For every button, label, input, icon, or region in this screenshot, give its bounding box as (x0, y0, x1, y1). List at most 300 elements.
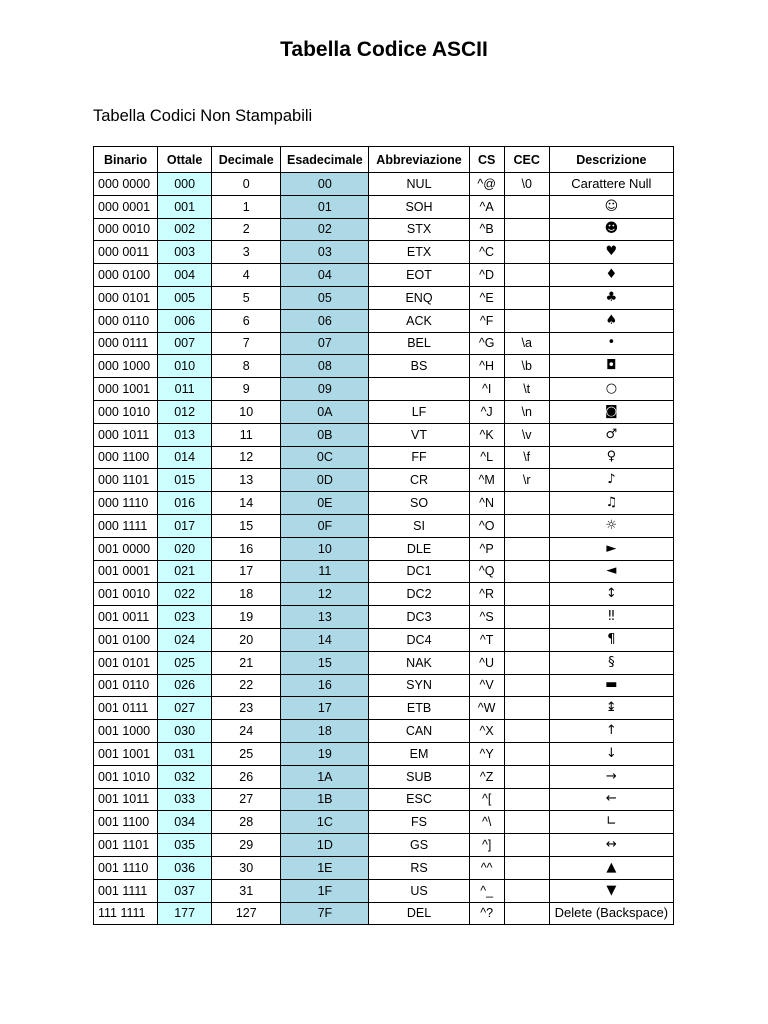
column-header-cec: CEC (504, 147, 549, 173)
control-sequence-cell: ^J (469, 400, 504, 423)
decimal-cell: 13 (212, 469, 281, 492)
octal-cell: 014 (158, 446, 212, 469)
escape-code-cell: \b (504, 355, 549, 378)
abbreviation-cell: BS (369, 355, 469, 378)
description-cell: ○ (549, 378, 673, 401)
decimal-cell: 16 (212, 537, 281, 560)
binary-cell: 000 1000 (94, 355, 158, 378)
escape-code-cell: \0 (504, 173, 549, 196)
abbreviation-cell: SYN (369, 674, 469, 697)
description-cell: ♥ (549, 241, 673, 264)
hex-cell: 0F (281, 514, 369, 537)
decimal-cell: 15 (212, 514, 281, 537)
decimal-cell: 5 (212, 286, 281, 309)
control-sequence-cell: ^F (469, 309, 504, 332)
control-sequence-cell: ^@ (469, 173, 504, 196)
octal-cell: 033 (158, 788, 212, 811)
escape-code-cell (504, 628, 549, 651)
escape-code-cell (504, 788, 549, 811)
octal-cell: 025 (158, 651, 212, 674)
abbreviation-cell: NAK (369, 651, 469, 674)
octal-cell: 036 (158, 856, 212, 879)
octal-cell: 007 (158, 332, 212, 355)
octal-cell: 000 (158, 173, 212, 196)
description-cell: ▼ (549, 879, 673, 902)
octal-cell: 031 (158, 742, 212, 765)
decimal-cell: 4 (212, 264, 281, 287)
binary-cell: 001 1101 (94, 834, 158, 857)
escape-code-cell: \r (504, 469, 549, 492)
abbreviation-cell: ACK (369, 309, 469, 332)
control-sequence-cell: ^P (469, 537, 504, 560)
abbreviation-cell: ESC (369, 788, 469, 811)
decimal-cell: 28 (212, 811, 281, 834)
escape-code-cell (504, 286, 549, 309)
decimal-cell: 17 (212, 560, 281, 583)
abbreviation-cell: GS (369, 834, 469, 857)
escape-code-cell (504, 560, 549, 583)
octal-cell: 024 (158, 628, 212, 651)
control-sequence-cell: ^? (469, 902, 504, 925)
abbreviation-cell: LF (369, 400, 469, 423)
octal-cell: 013 (158, 423, 212, 446)
table-row (94, 264, 674, 287)
binary-cell: 111 1111 (94, 902, 158, 925)
column-header-binario: Binario (94, 147, 158, 173)
binary-cell: 001 1110 (94, 856, 158, 879)
escape-code-cell: \t (504, 378, 549, 401)
hex-cell: 07 (281, 332, 369, 355)
hex-cell: 12 (281, 583, 369, 606)
description-cell: ◄ (549, 560, 673, 583)
description-cell: ♂ (549, 423, 673, 446)
control-sequence-cell: ^G (469, 332, 504, 355)
table-row (94, 651, 674, 674)
decimal-cell: 6 (212, 309, 281, 332)
decimal-cell: 25 (212, 742, 281, 765)
escape-code-cell (504, 902, 549, 925)
description-cell: ◘ (549, 355, 673, 378)
binary-cell: 000 0100 (94, 264, 158, 287)
description-cell: ♪ (549, 469, 673, 492)
octal-cell: 015 (158, 469, 212, 492)
control-sequence-cell: ^Z (469, 765, 504, 788)
description-cell: ☻ (549, 218, 673, 241)
hex-cell: 09 (281, 378, 369, 401)
table-row (94, 400, 674, 423)
description-cell: ∟ (549, 811, 673, 834)
hex-cell: 10 (281, 537, 369, 560)
table-row (94, 902, 674, 925)
hex-cell: 1E (281, 856, 369, 879)
description-cell: ▲ (549, 856, 673, 879)
abbreviation-cell: US (369, 879, 469, 902)
escape-code-cell: \a (504, 332, 549, 355)
description-cell: ♣ (549, 286, 673, 309)
hex-cell: 00 (281, 173, 369, 196)
octal-cell: 021 (158, 560, 212, 583)
decimal-cell: 20 (212, 628, 281, 651)
octal-cell: 034 (158, 811, 212, 834)
abbreviation-cell: SI (369, 514, 469, 537)
control-sequence-cell: ^Y (469, 742, 504, 765)
table-row (94, 332, 674, 355)
binary-cell: 001 0111 (94, 697, 158, 720)
decimal-cell: 29 (212, 834, 281, 857)
octal-cell: 001 (158, 195, 212, 218)
decimal-cell: 127 (212, 902, 281, 925)
octal-cell: 016 (158, 492, 212, 515)
control-sequence-cell: ^T (469, 628, 504, 651)
hex-cell: 08 (281, 355, 369, 378)
description-cell: ▬ (549, 674, 673, 697)
table-row (94, 765, 674, 788)
control-sequence-cell: ^R (469, 583, 504, 606)
abbreviation-cell: DEL (369, 902, 469, 925)
binary-cell: 001 1100 (94, 811, 158, 834)
escape-code-cell (504, 834, 549, 857)
description-cell: ↑ (549, 720, 673, 743)
hex-cell: 0D (281, 469, 369, 492)
control-sequence-cell: ^C (469, 241, 504, 264)
control-sequence-cell: ^\ (469, 811, 504, 834)
table-row (94, 492, 674, 515)
control-sequence-cell: ^U (469, 651, 504, 674)
table-row (94, 811, 674, 834)
escape-code-cell (504, 537, 549, 560)
table-row (94, 742, 674, 765)
description-cell: Delete (Backspace) (549, 902, 673, 925)
hex-cell: 05 (281, 286, 369, 309)
abbreviation-cell: RS (369, 856, 469, 879)
hex-cell: 1F (281, 879, 369, 902)
octal-cell: 002 (158, 218, 212, 241)
description-cell: ← (549, 788, 673, 811)
table-row (94, 674, 674, 697)
table-row (94, 697, 674, 720)
column-header-abbreviazione: Abbreviazione (369, 147, 469, 173)
binary-cell: 000 1101 (94, 469, 158, 492)
abbreviation-cell: EM (369, 742, 469, 765)
escape-code-cell (504, 742, 549, 765)
description-cell: ► (549, 537, 673, 560)
binary-cell: 000 0101 (94, 286, 158, 309)
binary-cell: 000 1011 (94, 423, 158, 446)
octal-cell: 010 (158, 355, 212, 378)
document-title: Tabella Codice ASCII (280, 38, 488, 61)
hex-cell: 1A (281, 765, 369, 788)
column-header-descrizione: Descrizione (549, 147, 673, 173)
description-cell: ‼ (549, 606, 673, 629)
binary-cell: 000 1111 (94, 514, 158, 537)
table-body (94, 173, 674, 925)
decimal-cell: 27 (212, 788, 281, 811)
table-row (94, 720, 674, 743)
control-sequence-cell: ^K (469, 423, 504, 446)
abbreviation-cell: ETX (369, 241, 469, 264)
control-sequence-cell: ^M (469, 469, 504, 492)
table-row (94, 446, 674, 469)
control-sequence-cell: ^_ (469, 879, 504, 902)
escape-code-cell: \f (504, 446, 549, 469)
description-cell: § (549, 651, 673, 674)
decimal-cell: 19 (212, 606, 281, 629)
control-sequence-cell: ^X (469, 720, 504, 743)
octal-cell: 005 (158, 286, 212, 309)
binary-cell: 000 0010 (94, 218, 158, 241)
octal-cell: 020 (158, 537, 212, 560)
description-cell: ☼ (549, 514, 673, 537)
octal-cell: 035 (158, 834, 212, 857)
control-sequence-cell: ^] (469, 834, 504, 857)
binary-cell: 000 1001 (94, 378, 158, 401)
binary-cell: 001 0101 (94, 651, 158, 674)
binary-cell: 001 0100 (94, 628, 158, 651)
binary-cell: 001 0001 (94, 560, 158, 583)
control-sequence-cell: ^E (469, 286, 504, 309)
hex-cell: 15 (281, 651, 369, 674)
control-sequence-cell: ^D (469, 264, 504, 287)
hex-cell: 04 (281, 264, 369, 287)
table-row (94, 469, 674, 492)
octal-cell: 030 (158, 720, 212, 743)
description-cell: ♫ (549, 492, 673, 515)
abbreviation-cell: CAN (369, 720, 469, 743)
ascii-table (93, 146, 674, 925)
octal-cell: 006 (158, 309, 212, 332)
table-row (94, 560, 674, 583)
table-row (94, 378, 674, 401)
decimal-cell: 12 (212, 446, 281, 469)
binary-cell: 000 1010 (94, 400, 158, 423)
control-sequence-cell: ^V (469, 674, 504, 697)
description-cell: ☺ (549, 195, 673, 218)
description-cell: ¶ (549, 628, 673, 651)
control-sequence-cell: ^L (469, 446, 504, 469)
escape-code-cell: \n (504, 400, 549, 423)
binary-cell: 000 0011 (94, 241, 158, 264)
table-row (94, 195, 674, 218)
octal-cell: 032 (158, 765, 212, 788)
octal-cell: 011 (158, 378, 212, 401)
table-header-row (94, 147, 674, 173)
binary-cell: 000 1100 (94, 446, 158, 469)
binary-cell: 000 1110 (94, 492, 158, 515)
escape-code-cell (504, 697, 549, 720)
octal-cell: 027 (158, 697, 212, 720)
abbreviation-cell: SO (369, 492, 469, 515)
table-row (94, 173, 674, 196)
hex-cell: 19 (281, 742, 369, 765)
hex-cell: 02 (281, 218, 369, 241)
control-sequence-cell: ^H (469, 355, 504, 378)
abbreviation-cell: FS (369, 811, 469, 834)
abbreviation-cell: DC4 (369, 628, 469, 651)
octal-cell: 012 (158, 400, 212, 423)
description-cell: ↕ (549, 583, 673, 606)
column-header-ottale: Ottale (158, 147, 212, 173)
escape-code-cell (504, 241, 549, 264)
control-sequence-cell: ^Q (469, 560, 504, 583)
abbreviation-cell: SUB (369, 765, 469, 788)
binary-cell: 001 0010 (94, 583, 158, 606)
hex-cell: 18 (281, 720, 369, 743)
hex-cell: 17 (281, 697, 369, 720)
octal-cell: 004 (158, 264, 212, 287)
octal-cell: 177 (158, 902, 212, 925)
table-row (94, 834, 674, 857)
binary-cell: 000 0110 (94, 309, 158, 332)
description-cell: ♠ (549, 309, 673, 332)
description-cell: ♀ (549, 446, 673, 469)
decimal-cell: 10 (212, 400, 281, 423)
octal-cell: 022 (158, 583, 212, 606)
decimal-cell: 24 (212, 720, 281, 743)
hex-cell: 14 (281, 628, 369, 651)
table-row (94, 537, 674, 560)
table-row (94, 583, 674, 606)
table-row (94, 423, 674, 446)
control-sequence-cell: ^O (469, 514, 504, 537)
description-cell: ◙ (549, 400, 673, 423)
escape-code-cell (504, 195, 549, 218)
escape-code-cell (504, 720, 549, 743)
table-row (94, 514, 674, 537)
hex-cell: 03 (281, 241, 369, 264)
control-sequence-cell: ^N (469, 492, 504, 515)
hex-cell: 1B (281, 788, 369, 811)
abbreviation-cell: CR (369, 469, 469, 492)
escape-code-cell (504, 309, 549, 332)
binary-cell: 001 0110 (94, 674, 158, 697)
octal-cell: 037 (158, 879, 212, 902)
escape-code-cell (504, 674, 549, 697)
binary-cell: 000 0001 (94, 195, 158, 218)
decimal-cell: 8 (212, 355, 281, 378)
octal-cell: 003 (158, 241, 212, 264)
binary-cell: 001 1000 (94, 720, 158, 743)
decimal-cell: 0 (212, 173, 281, 196)
binary-cell: 001 1011 (94, 788, 158, 811)
description-cell: ↓ (549, 742, 673, 765)
table-row (94, 788, 674, 811)
table-row (94, 628, 674, 651)
abbreviation-cell: DC2 (369, 583, 469, 606)
decimal-cell: 1 (212, 195, 281, 218)
decimal-cell: 26 (212, 765, 281, 788)
binary-cell: 001 1010 (94, 765, 158, 788)
escape-code-cell (504, 583, 549, 606)
abbreviation-cell: EOT (369, 264, 469, 287)
abbreviation-cell: DLE (369, 537, 469, 560)
abbreviation-cell: DC1 (369, 560, 469, 583)
decimal-cell: 2 (212, 218, 281, 241)
binary-cell: 001 1111 (94, 879, 158, 902)
decimal-cell: 7 (212, 332, 281, 355)
escape-code-cell (504, 514, 549, 537)
abbreviation-cell: STX (369, 218, 469, 241)
decimal-cell: 23 (212, 697, 281, 720)
decimal-cell: 21 (212, 651, 281, 674)
escape-code-cell (504, 879, 549, 902)
hex-cell: 01 (281, 195, 369, 218)
hex-cell: 13 (281, 606, 369, 629)
abbreviation-cell: VT (369, 423, 469, 446)
table-row (94, 856, 674, 879)
decimal-cell: 3 (212, 241, 281, 264)
control-sequence-cell: ^B (469, 218, 504, 241)
abbreviation-cell: ETB (369, 697, 469, 720)
table-row (94, 355, 674, 378)
hex-cell: 7F (281, 902, 369, 925)
abbreviation-cell (369, 378, 469, 401)
control-sequence-cell: ^^ (469, 856, 504, 879)
column-header-esadecimale: Esadecimale (281, 147, 369, 173)
table-row (94, 606, 674, 629)
escape-code-cell (504, 218, 549, 241)
abbreviation-cell: ENQ (369, 286, 469, 309)
hex-cell: 11 (281, 560, 369, 583)
octal-cell: 017 (158, 514, 212, 537)
hex-cell: 0E (281, 492, 369, 515)
column-header-decimale: Decimale (212, 147, 281, 173)
escape-code-cell: \v (504, 423, 549, 446)
binary-cell: 000 0111 (94, 332, 158, 355)
description-cell: ↨ (549, 697, 673, 720)
abbreviation-cell: BEL (369, 332, 469, 355)
hex-cell: 0C (281, 446, 369, 469)
table-row (94, 241, 674, 264)
hex-cell: 1D (281, 834, 369, 857)
decimal-cell: 9 (212, 378, 281, 401)
description-cell: Carattere Null (549, 173, 673, 196)
decimal-cell: 22 (212, 674, 281, 697)
binary-cell: 001 1001 (94, 742, 158, 765)
hex-cell: 0A (281, 400, 369, 423)
control-sequence-cell: ^A (469, 195, 504, 218)
column-header-cs: CS (469, 147, 504, 173)
decimal-cell: 11 (212, 423, 281, 446)
binary-cell: 000 0000 (94, 173, 158, 196)
escape-code-cell (504, 606, 549, 629)
hex-cell: 06 (281, 309, 369, 332)
table-row (94, 309, 674, 332)
octal-cell: 026 (158, 674, 212, 697)
escape-code-cell (504, 856, 549, 879)
escape-code-cell (504, 492, 549, 515)
description-cell: → (549, 765, 673, 788)
decimal-cell: 31 (212, 879, 281, 902)
octal-cell: 023 (158, 606, 212, 629)
abbreviation-cell: SOH (369, 195, 469, 218)
binary-cell: 001 0011 (94, 606, 158, 629)
hex-cell: 0B (281, 423, 369, 446)
abbreviation-cell: DC3 (369, 606, 469, 629)
binary-cell: 001 0000 (94, 537, 158, 560)
escape-code-cell (504, 651, 549, 674)
table-row (94, 286, 674, 309)
table-row (94, 879, 674, 902)
escape-code-cell (504, 811, 549, 834)
control-sequence-cell: ^I (469, 378, 504, 401)
control-sequence-cell: ^W (469, 697, 504, 720)
escape-code-cell (504, 765, 549, 788)
decimal-cell: 30 (212, 856, 281, 879)
control-sequence-cell: ^[ (469, 788, 504, 811)
hex-cell: 16 (281, 674, 369, 697)
control-sequence-cell: ^S (469, 606, 504, 629)
abbreviation-cell: FF (369, 446, 469, 469)
